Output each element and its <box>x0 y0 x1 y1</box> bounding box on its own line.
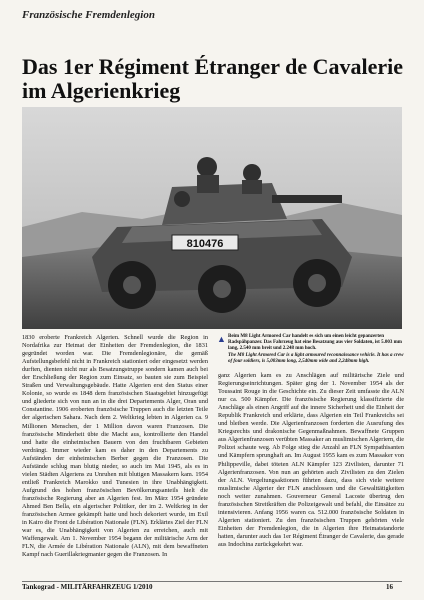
article-title-line-2: im Algerienkrieg <box>22 78 181 103</box>
caption-triangle-icon: ▲ <box>217 334 226 344</box>
photo-caption <box>228 334 404 365</box>
section-label: Französische Fremdenlegion <box>22 9 155 21</box>
publication-footer: Tankograd - MILITÄRFAHRZEUG 1/2010 <box>22 583 153 591</box>
armored-car-photo <box>22 107 402 329</box>
article-column-right <box>218 372 404 549</box>
footer-divider <box>22 581 402 582</box>
article-title <box>22 55 407 103</box>
photo-caption-english: The M8 Light Armored Car is a light armoured reconnaissance vehicle. It has a crew of four soldiers, is 5,003mm long, 2,540mm wide and 2,248mm high. <box>228 352 404 364</box>
article-text-right: ganz Algerien kam es zu Anschlägen auf militärische Ziele und Regierungseinrichtungen. Später ging der 1. November 1954 als der Toussaint Rouge in die Geschichte ein. Zu dieser Zeit umfasste die ALN nur ca. 500 Kämpfer. Die französische Regierung klassifizierte die Anschläge als einen Angriff auf die innere Sicherheit und die Einheit der Republik Frankreich und erklärte, dass Algerien ein Teil Frankreichs sei und bleiben werde. Die Algerienfranzosen forderten die Ausrufung des Kriegsrechts und drakonische Gegenmaßnahmen. Bewaffnete Gruppen aus Algerienfranzosen verübten Massaker an muslimischen Algeriern, die Polizei schaute weg. Ab Folge stieg die Anzahl an FLN Sympathisanten und Kämpfern sprunghaft an. Im August 1955 kam es zum Massaker von Philippeville, dabei töteten ALN Kämpfer 123 Zivilisten, darunter 71 Algerienfranzosen. Von nun an gehörten auch Zivilisten zu den Zielen der ALN. Vergeltungsaktionen führten dazu, dass sich viele weitere muslimische Algerier der FLN anschlossen und die Gewalttätigkeiten noch weiter zunahmen. Gouverneur General Lacoste übertrug den französischen Streitkräften die Polizeigewalt und befahl, die Einsätze zu intensivieren. Anfang 1956 waren ca. 512.000 französische Soldaten in Algerien stationiert. Zu den französischen Truppen gehörten viele Einheiten der Fremdenlegion, die in Algerien ihre Heimatstandorte hatten, darunter auch das 1er Régiment Étranger de Cavalerie, das gerade aus Indochina zurückgekehrt war. <box>218 372 404 548</box>
page-number: 16 <box>386 583 393 591</box>
article-title-line-1: Das 1er Régiment Étranger de Cavalerie <box>22 54 404 79</box>
photo-caption-german: Beim M8 Light Armored Car handelt es sich um einen leicht gepanzerten Radspähpanzer. Das Fahrzeug hat eine Besatzung aus vier Soldaten, ist 5.003 mm lang, 2.540 mm breit und 2.248 mm hoch. <box>228 334 402 352</box>
vehicle-plate: 810476 <box>186 238 224 250</box>
article-text-left: 1830 eroberte Frankreich Algerien. Schnell wurde die Region in Nordafrika zur Heimat der Einheiten der Fremdenlegion, die 1831 gegründet worden war. Die Fremdenlegionäre, die gemäß Aufstellungsbefehl nicht in Frankreich stationiert oder eingesetzt werden durften, dienten nicht nur als Besatzungstruppe sondern kamen auch bei der Erschließung der Region zum Einsatz, so bauten sie zum Beispiel Straßen und Verwaltungsgebäude. Hatte Algerien erst den Status einer Kolonie, so wurde es 1848 dem französischen Staatsgebiet hinzugefügt und gliederte sich von nun an in die drei Departements Alger, Oran und Constantine. 1906 eroberten französische Truppen auch die letzten Teile der algerischen Sahara. Nach dem 2. Weltkrieg lebten in Algerien ca. 9 Millionen Menschen, der 1 Million davon waren Franzosen. Die französische Minderheit übte die Macht aus, kontrollierte den Handel und hatte die einheimischen Bauern von den fruchtbaren Gebieten verdrängt. Immer wieder kam es daher in den Departements zu Aufständen der einheimischen Berber gegen die Franzosen. Die Aufstände schlug man blutig nieder, so auch im Mai 1945, als es in vielen Städten Algeriens zu Unruhen mit blutigen Massakern kam. 1954 entließ Frankreich Marokko und Tunesien in ihre Unabhängigkeit. Aufgrund des hohen französischen Bevölkerungsanteils hielt die französische Regierung aber an Algerien fest. Im März 1954 gründete Ahmed Ben Bella, ein algerischer Politiker, der im 2. Weltkrieg in der französischen Armee gekämpft hatte und hoch dekoriert wurde, im Exil in Kairo die Front de Libération Nationale (FLN). Erklärtes Ziel der FLN war es, die Unabhängigkeit von Algerien zu erreichen, auch mit Waffengewalt. Am 1. November 1954 begann der militärische Arm der FLN, die Armée de Libération Nationale (ALN), mit dem bewaffneten Kampf nach Guerillakriegmanier gegen die Franzosen. In <box>22 334 208 559</box>
article-column-left <box>22 334 208 559</box>
armored-car-illustration <box>22 107 402 329</box>
